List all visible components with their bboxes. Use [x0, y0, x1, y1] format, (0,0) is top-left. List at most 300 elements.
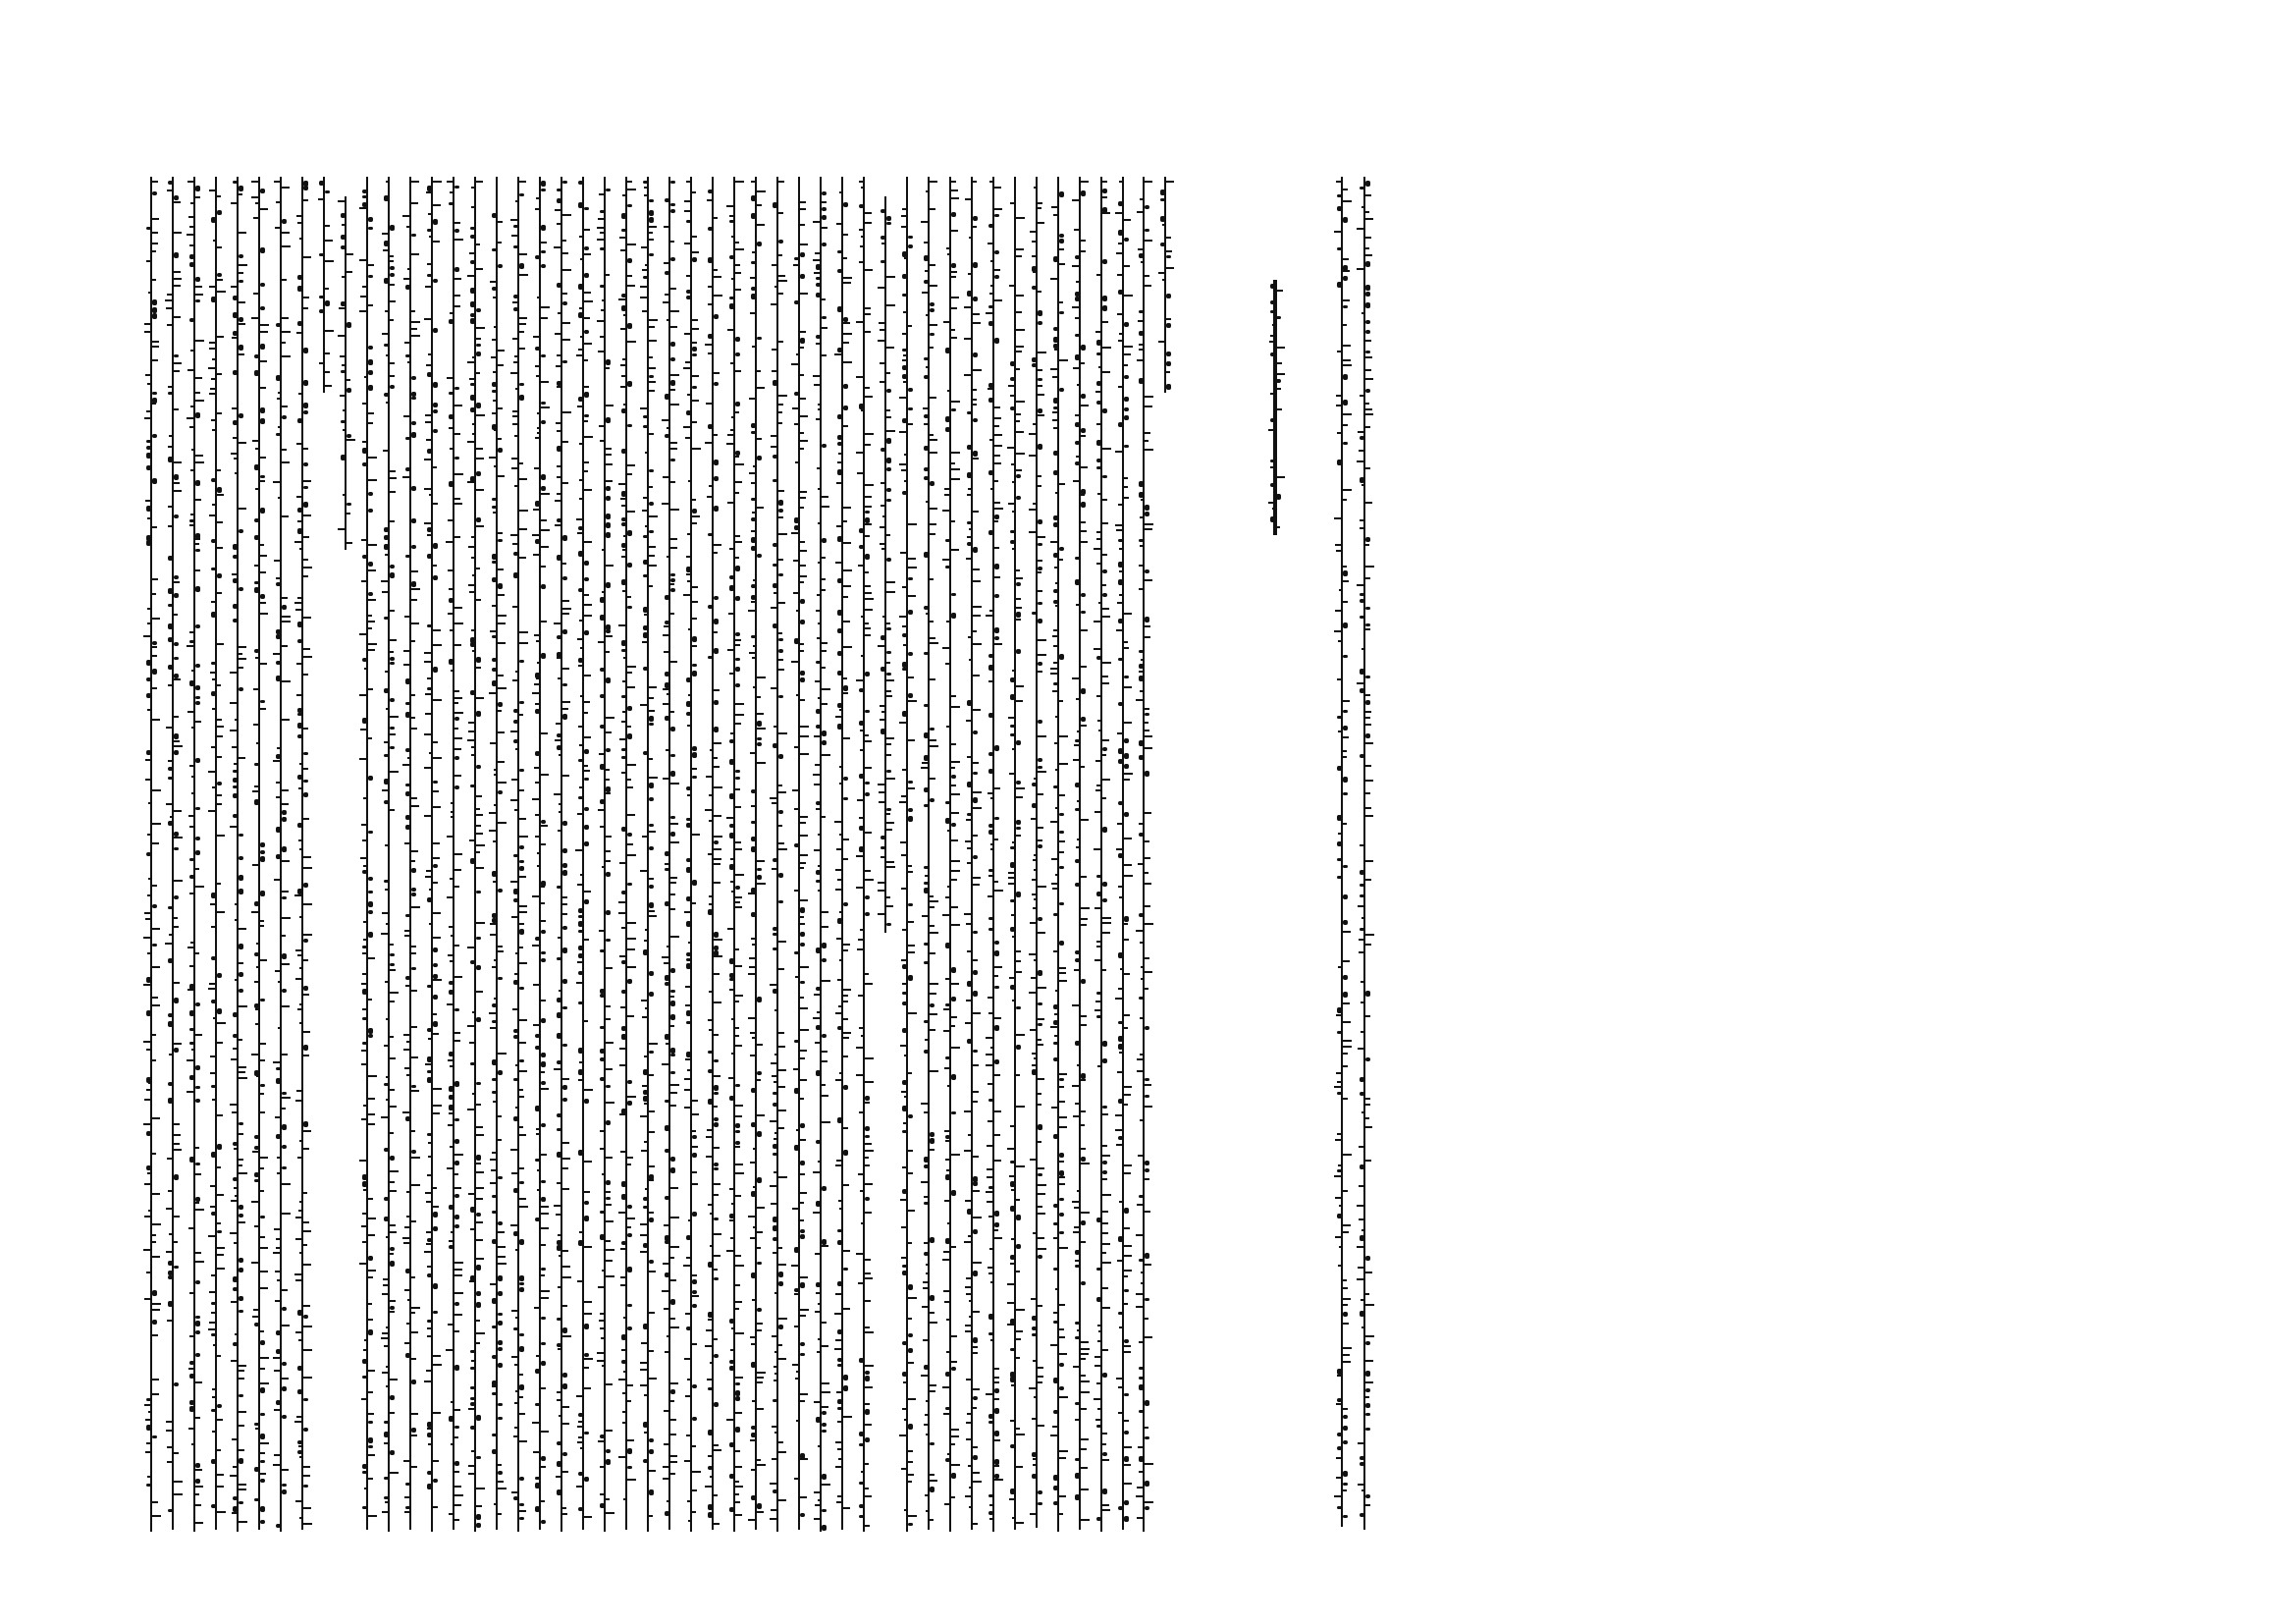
glyph-mark: [1360, 669, 1364, 675]
glyph-stroke: [433, 741, 438, 743]
text-column: [1073, 177, 1087, 1530]
glyph-mark: [362, 946, 367, 948]
glyph-mark: [757, 997, 762, 1002]
glyph-mark: [1032, 286, 1037, 290]
glyph-mark: [924, 787, 929, 792]
glyph-stroke: [900, 552, 908, 554]
glyph-stroke: [838, 453, 843, 455]
glyph-stroke: [1141, 1272, 1145, 1273]
glyph-stroke: [606, 1240, 611, 1242]
glyph-mark: [1343, 217, 1348, 223]
glyph-stroke: [407, 361, 411, 363]
glyph-stroke: [536, 1133, 541, 1135]
glyph-mark: [1365, 537, 1370, 542]
glyph-stroke: [921, 221, 930, 223]
glyph-stroke: [557, 493, 562, 495]
glyph-stroke: [606, 779, 610, 781]
glyph-mark: [498, 1340, 503, 1345]
glyph-mark: [341, 245, 346, 249]
glyph-stroke: [493, 1101, 498, 1103]
glyph-stroke: [433, 757, 442, 759]
glyph-mark: [1081, 190, 1086, 196]
glyph-mark: [384, 800, 389, 804]
glyph-mark: [751, 837, 756, 841]
glyph-stroke: [426, 191, 433, 193]
glyph-mark: [535, 1403, 540, 1406]
glyph-stroke: [886, 679, 894, 681]
glyph-stroke: [865, 1081, 874, 1083]
glyph-mark: [600, 247, 605, 250]
glyph-stroke: [600, 1327, 606, 1329]
glyph-mark: [973, 262, 978, 268]
glyph-stroke: [686, 556, 692, 558]
glyph-mark: [319, 296, 324, 298]
glyph-stroke: [1081, 1163, 1090, 1164]
glyph-stroke: [1119, 594, 1124, 596]
glyph-stroke: [429, 752, 433, 754]
glyph-stroke: [684, 243, 692, 244]
glyph-stroke: [303, 1221, 309, 1223]
glyph-stroke: [1136, 699, 1145, 701]
glyph-mark: [945, 566, 950, 568]
glyph-stroke: [511, 458, 519, 460]
glyph-stroke: [494, 1503, 498, 1505]
glyph-stroke: [865, 767, 872, 769]
glyph-stroke: [670, 288, 676, 290]
glyph-stroke: [1059, 1353, 1067, 1355]
glyph-mark: [498, 1176, 503, 1179]
glyph-mark: [1010, 927, 1015, 932]
glyph-stroke: [558, 1286, 562, 1288]
glyph-stroke: [514, 435, 519, 437]
glyph-mark: [670, 578, 675, 582]
glyph-stroke: [554, 1068, 562, 1070]
glyph-stroke: [343, 409, 347, 411]
glyph-mark: [924, 1365, 929, 1370]
glyph-stroke: [1095, 760, 1102, 762]
glyph-stroke: [865, 506, 872, 508]
glyph-stroke: [1102, 196, 1107, 198]
glyph-stroke: [794, 808, 800, 810]
glyph-stroke: [1052, 1426, 1059, 1428]
glyph-stroke: [562, 1305, 567, 1307]
glyph-mark: [519, 1282, 524, 1285]
glyph-stroke: [1010, 202, 1016, 204]
glyph-stroke: [951, 1047, 960, 1049]
glyph-mark: [1016, 827, 1021, 830]
glyph-stroke: [1098, 602, 1102, 604]
glyph-stroke: [490, 1027, 498, 1029]
glyph-mark: [1059, 547, 1064, 551]
glyph-stroke: [1059, 1328, 1064, 1330]
glyph-stroke: [562, 1471, 568, 1473]
glyph-mark: [368, 227, 373, 230]
glyph-stroke: [584, 770, 590, 772]
glyph-stroke: [411, 1466, 417, 1468]
glyph-stroke: [822, 1391, 830, 1393]
glyph-mark: [303, 1045, 308, 1051]
glyph-stroke: [714, 1194, 719, 1196]
glyph-mark: [729, 1096, 734, 1101]
glyph-mark: [881, 448, 885, 452]
glyph-stroke: [822, 578, 826, 580]
glyph-mark: [405, 914, 410, 917]
glyph-stroke: [1016, 1466, 1023, 1468]
glyph-mark: [390, 385, 395, 389]
glyph-stroke: [930, 778, 935, 780]
glyph-mark: [924, 552, 929, 558]
glyph-stroke: [342, 364, 347, 366]
glyph-stroke: [426, 439, 433, 441]
glyph-stroke: [532, 798, 541, 800]
glyph-stroke: [510, 881, 519, 883]
glyph-mark: [988, 665, 993, 671]
glyph-mark: [822, 943, 827, 948]
glyph-stroke: [857, 472, 865, 474]
glyph-stroke: [793, 560, 800, 562]
glyph-mark: [498, 1471, 503, 1475]
glyph-mark: [562, 181, 567, 184]
glyph-mark: [470, 858, 475, 864]
glyph-stroke: [1010, 1263, 1016, 1265]
glyph-stroke: [800, 497, 806, 499]
glyph-stroke: [1365, 1160, 1371, 1162]
glyph-stroke: [425, 876, 433, 878]
glyph-mark: [1343, 655, 1348, 658]
glyph-stroke: [692, 421, 697, 423]
glyph-stroke: [815, 1504, 822, 1506]
glyph-mark: [902, 1271, 907, 1275]
glyph-stroke: [606, 860, 611, 862]
glyph-stroke: [584, 675, 591, 677]
glyph-mark: [1053, 600, 1058, 604]
glyph-stroke: [627, 786, 633, 788]
glyph-mark: [643, 1197, 648, 1201]
glyph-stroke: [303, 256, 311, 258]
glyph-stroke: [1073, 759, 1081, 761]
glyph-mark: [584, 1432, 589, 1435]
glyph-stroke: [1119, 896, 1124, 898]
glyph-stroke: [584, 736, 591, 738]
glyph-mark: [621, 449, 626, 454]
glyph-mark: [433, 864, 438, 868]
glyph-mark: [902, 964, 907, 969]
glyph-mark: [470, 1350, 475, 1353]
glyph-stroke: [1365, 247, 1369, 249]
glyph-stroke: [449, 1513, 454, 1515]
glyph-stroke: [1081, 250, 1086, 252]
glyph-mark: [1038, 543, 1042, 546]
glyph-stroke: [822, 1406, 828, 1408]
glyph-stroke: [600, 336, 606, 338]
glyph-stroke: [778, 1110, 786, 1111]
glyph-stroke: [692, 1146, 698, 1148]
glyph-mark: [341, 455, 346, 460]
glyph-stroke: [988, 792, 994, 794]
glyph-stroke: [902, 586, 908, 588]
glyph-mark: [557, 446, 561, 452]
glyph-mark: [930, 798, 934, 802]
glyph-mark: [541, 1123, 546, 1127]
glyph-mark: [627, 323, 632, 329]
glyph-stroke: [454, 1262, 463, 1264]
glyph-mark: [773, 933, 777, 936]
glyph-stroke: [818, 1445, 822, 1447]
glyph-mark: [1038, 1002, 1042, 1005]
glyph-mark: [865, 554, 870, 560]
glyph-mark: [606, 417, 611, 423]
glyph-stroke: [1117, 274, 1124, 276]
glyph-mark: [649, 846, 654, 850]
glyph-stroke: [454, 737, 462, 739]
glyph-stroke: [1268, 502, 1276, 504]
glyph-stroke: [1117, 1260, 1124, 1262]
glyph-stroke: [930, 1029, 935, 1031]
glyph-stroke: [649, 356, 653, 358]
glyph-stroke: [319, 362, 325, 364]
glyph-stroke: [491, 356, 498, 358]
glyph-stroke: [835, 1441, 843, 1443]
glyph-stroke: [667, 1335, 670, 1337]
glyph-stroke: [714, 1106, 718, 1108]
glyph-stroke: [670, 996, 674, 998]
glyph-stroke: [800, 867, 804, 869]
glyph-stroke: [757, 1511, 764, 1513]
glyph-stroke: [778, 941, 786, 943]
glyph-mark: [541, 1018, 546, 1023]
glyph-stroke: [1343, 359, 1351, 361]
glyph-stroke: [814, 784, 822, 785]
glyph-mark: [1032, 1326, 1037, 1330]
glyph-mark: [606, 189, 611, 191]
glyph-stroke: [1365, 577, 1370, 579]
glyph-stroke: [577, 1280, 584, 1282]
glyph-stroke: [670, 1187, 678, 1189]
glyph-stroke: [649, 1131, 655, 1133]
glyph-stroke: [684, 1460, 692, 1462]
glyph-mark: [1032, 1069, 1037, 1075]
glyph-mark: [492, 1078, 497, 1081]
glyph-stroke: [1009, 285, 1016, 287]
glyph-stroke: [1050, 278, 1059, 280]
glyph-stroke: [411, 599, 417, 601]
glyph-mark: [837, 442, 842, 446]
glyph-mark: [822, 1509, 827, 1512]
glyph-stroke: [1012, 841, 1016, 843]
glyph-stroke: [1365, 356, 1372, 358]
glyph-stroke: [757, 438, 762, 440]
glyph-mark: [347, 322, 351, 328]
glyph-stroke: [492, 1385, 498, 1387]
glyph-stroke: [1096, 563, 1102, 565]
glyph-stroke: [670, 1382, 678, 1384]
glyph-mark: [470, 960, 475, 964]
glyph-mark: [908, 610, 913, 615]
glyph-stroke: [665, 1351, 670, 1353]
glyph-mark: [951, 1074, 956, 1080]
glyph-stroke: [1343, 960, 1350, 962]
glyph-stroke: [901, 1091, 908, 1093]
glyph-mark: [967, 782, 972, 787]
glyph-mark: [498, 539, 503, 542]
glyph-stroke: [858, 939, 865, 941]
glyph-stroke: [969, 659, 973, 661]
glyph-stroke: [606, 454, 612, 456]
glyph-stroke: [622, 1411, 627, 1413]
glyph-stroke: [1362, 648, 1365, 650]
glyph-stroke: [757, 677, 766, 678]
glyph-stroke: [363, 1105, 368, 1107]
glyph-mark: [988, 928, 993, 931]
glyph-mark: [578, 1069, 583, 1075]
glyph-mark: [411, 888, 416, 892]
glyph-stroke: [865, 523, 872, 525]
glyph-stroke: [1145, 971, 1152, 973]
glyph-mark: [1139, 492, 1144, 498]
glyph-stroke: [926, 613, 930, 615]
glyph-stroke: [708, 1204, 714, 1206]
glyph-stroke: [303, 1305, 310, 1307]
glyph-mark: [470, 1402, 475, 1406]
glyph-stroke: [865, 313, 871, 315]
glyph-stroke: [537, 865, 541, 867]
glyph-mark: [714, 1059, 719, 1062]
glyph-stroke: [555, 524, 562, 526]
glyph-mark: [600, 994, 605, 998]
glyph-stroke: [1343, 1361, 1351, 1363]
glyph-stroke: [687, 725, 692, 727]
glyph-stroke: [556, 365, 562, 367]
glyph-mark: [1343, 777, 1348, 783]
glyph-mark: [951, 1111, 956, 1114]
glyph-stroke: [778, 632, 782, 634]
glyph-stroke: [1081, 666, 1087, 668]
glyph-stroke: [1145, 625, 1150, 627]
glyph-mark: [1276, 494, 1281, 500]
glyph-mark: [535, 1159, 540, 1162]
glyph-stroke: [382, 233, 390, 235]
glyph-mark: [405, 748, 410, 752]
glyph-stroke: [515, 200, 519, 202]
glyph-stroke: [303, 536, 309, 538]
glyph-stroke: [1365, 1396, 1369, 1398]
glyph-stroke: [843, 1308, 850, 1310]
glyph-stroke: [865, 1212, 872, 1214]
glyph-stroke: [1097, 493, 1102, 495]
glyph-mark: [1075, 1458, 1080, 1461]
glyph-mark: [470, 1386, 475, 1389]
glyph-stroke: [362, 403, 368, 405]
glyph-mark: [994, 986, 999, 989]
glyph-stroke: [886, 813, 890, 815]
glyph-stroke: [519, 631, 528, 633]
glyph-mark: [1124, 415, 1129, 420]
glyph-stroke: [1038, 771, 1046, 773]
glyph-stroke: [994, 1160, 1001, 1162]
glyph-stroke: [649, 878, 654, 880]
glyph-stroke: [1365, 211, 1369, 213]
glyph-mark: [1096, 381, 1101, 386]
glyph-mark: [535, 1483, 540, 1489]
glyph-stroke: [519, 818, 526, 820]
glyph-stroke: [476, 1134, 484, 1136]
glyph-stroke: [778, 280, 787, 282]
glyph-stroke: [973, 791, 982, 793]
glyph-stroke: [1365, 711, 1371, 713]
glyph-mark: [1360, 1235, 1364, 1241]
glyph-stroke: [390, 470, 396, 472]
glyph-stroke: [772, 349, 778, 351]
glyph-stroke: [514, 973, 519, 975]
glyph-stroke: [390, 284, 395, 286]
glyph-stroke: [343, 494, 347, 496]
glyph-stroke: [299, 763, 303, 765]
glyph-stroke: [800, 699, 805, 701]
glyph-mark: [800, 932, 805, 937]
glyph-mark: [621, 891, 626, 894]
glyph-stroke: [476, 1505, 482, 1507]
glyph-stroke: [606, 1204, 612, 1206]
glyph-mark: [757, 1131, 762, 1137]
glyph-mark: [988, 1314, 993, 1320]
glyph-stroke: [368, 1478, 373, 1480]
glyph-mark: [994, 941, 999, 945]
glyph-stroke: [359, 694, 368, 696]
glyph-stroke: [994, 1377, 999, 1379]
glyph-mark: [384, 1217, 389, 1221]
glyph-stroke: [303, 514, 311, 516]
glyph-mark: [843, 797, 848, 800]
glyph-stroke: [584, 939, 589, 941]
glyph-stroke: [771, 1509, 778, 1511]
glyph-stroke: [535, 437, 541, 439]
glyph-stroke: [381, 1116, 390, 1118]
glyph-stroke: [930, 523, 936, 525]
glyph-stroke: [303, 297, 309, 298]
glyph-stroke: [498, 1513, 502, 1515]
glyph-stroke: [390, 255, 394, 257]
glyph-stroke: [562, 1513, 567, 1515]
glyph-stroke: [774, 1132, 778, 1134]
glyph-stroke: [670, 1318, 675, 1320]
glyph-stroke: [433, 503, 438, 505]
glyph-stroke: [1059, 980, 1067, 982]
glyph-stroke: [282, 232, 290, 234]
glyph-mark: [498, 702, 503, 707]
glyph-stroke: [886, 861, 894, 863]
text-column: [490, 177, 504, 1530]
glyph-stroke: [446, 1349, 454, 1351]
glyph-stroke: [579, 236, 584, 238]
glyph-stroke: [644, 940, 649, 942]
glyph-mark: [729, 793, 734, 799]
glyph-mark: [578, 284, 583, 290]
glyph-mark: [384, 241, 389, 246]
glyph-mark: [390, 1395, 395, 1400]
glyph-stroke: [858, 565, 865, 567]
glyph-stroke: [515, 1107, 519, 1109]
glyph-stroke: [988, 1272, 994, 1274]
glyph-mark: [584, 1216, 589, 1221]
glyph-stroke: [606, 405, 614, 406]
glyph-stroke: [670, 711, 674, 713]
glyph-stroke: [1124, 1164, 1132, 1166]
glyph-stroke: [511, 235, 519, 237]
glyph-stroke: [735, 1045, 742, 1047]
glyph-stroke: [519, 1167, 524, 1169]
glyph-mark: [562, 360, 567, 363]
glyph-stroke: [584, 292, 591, 294]
